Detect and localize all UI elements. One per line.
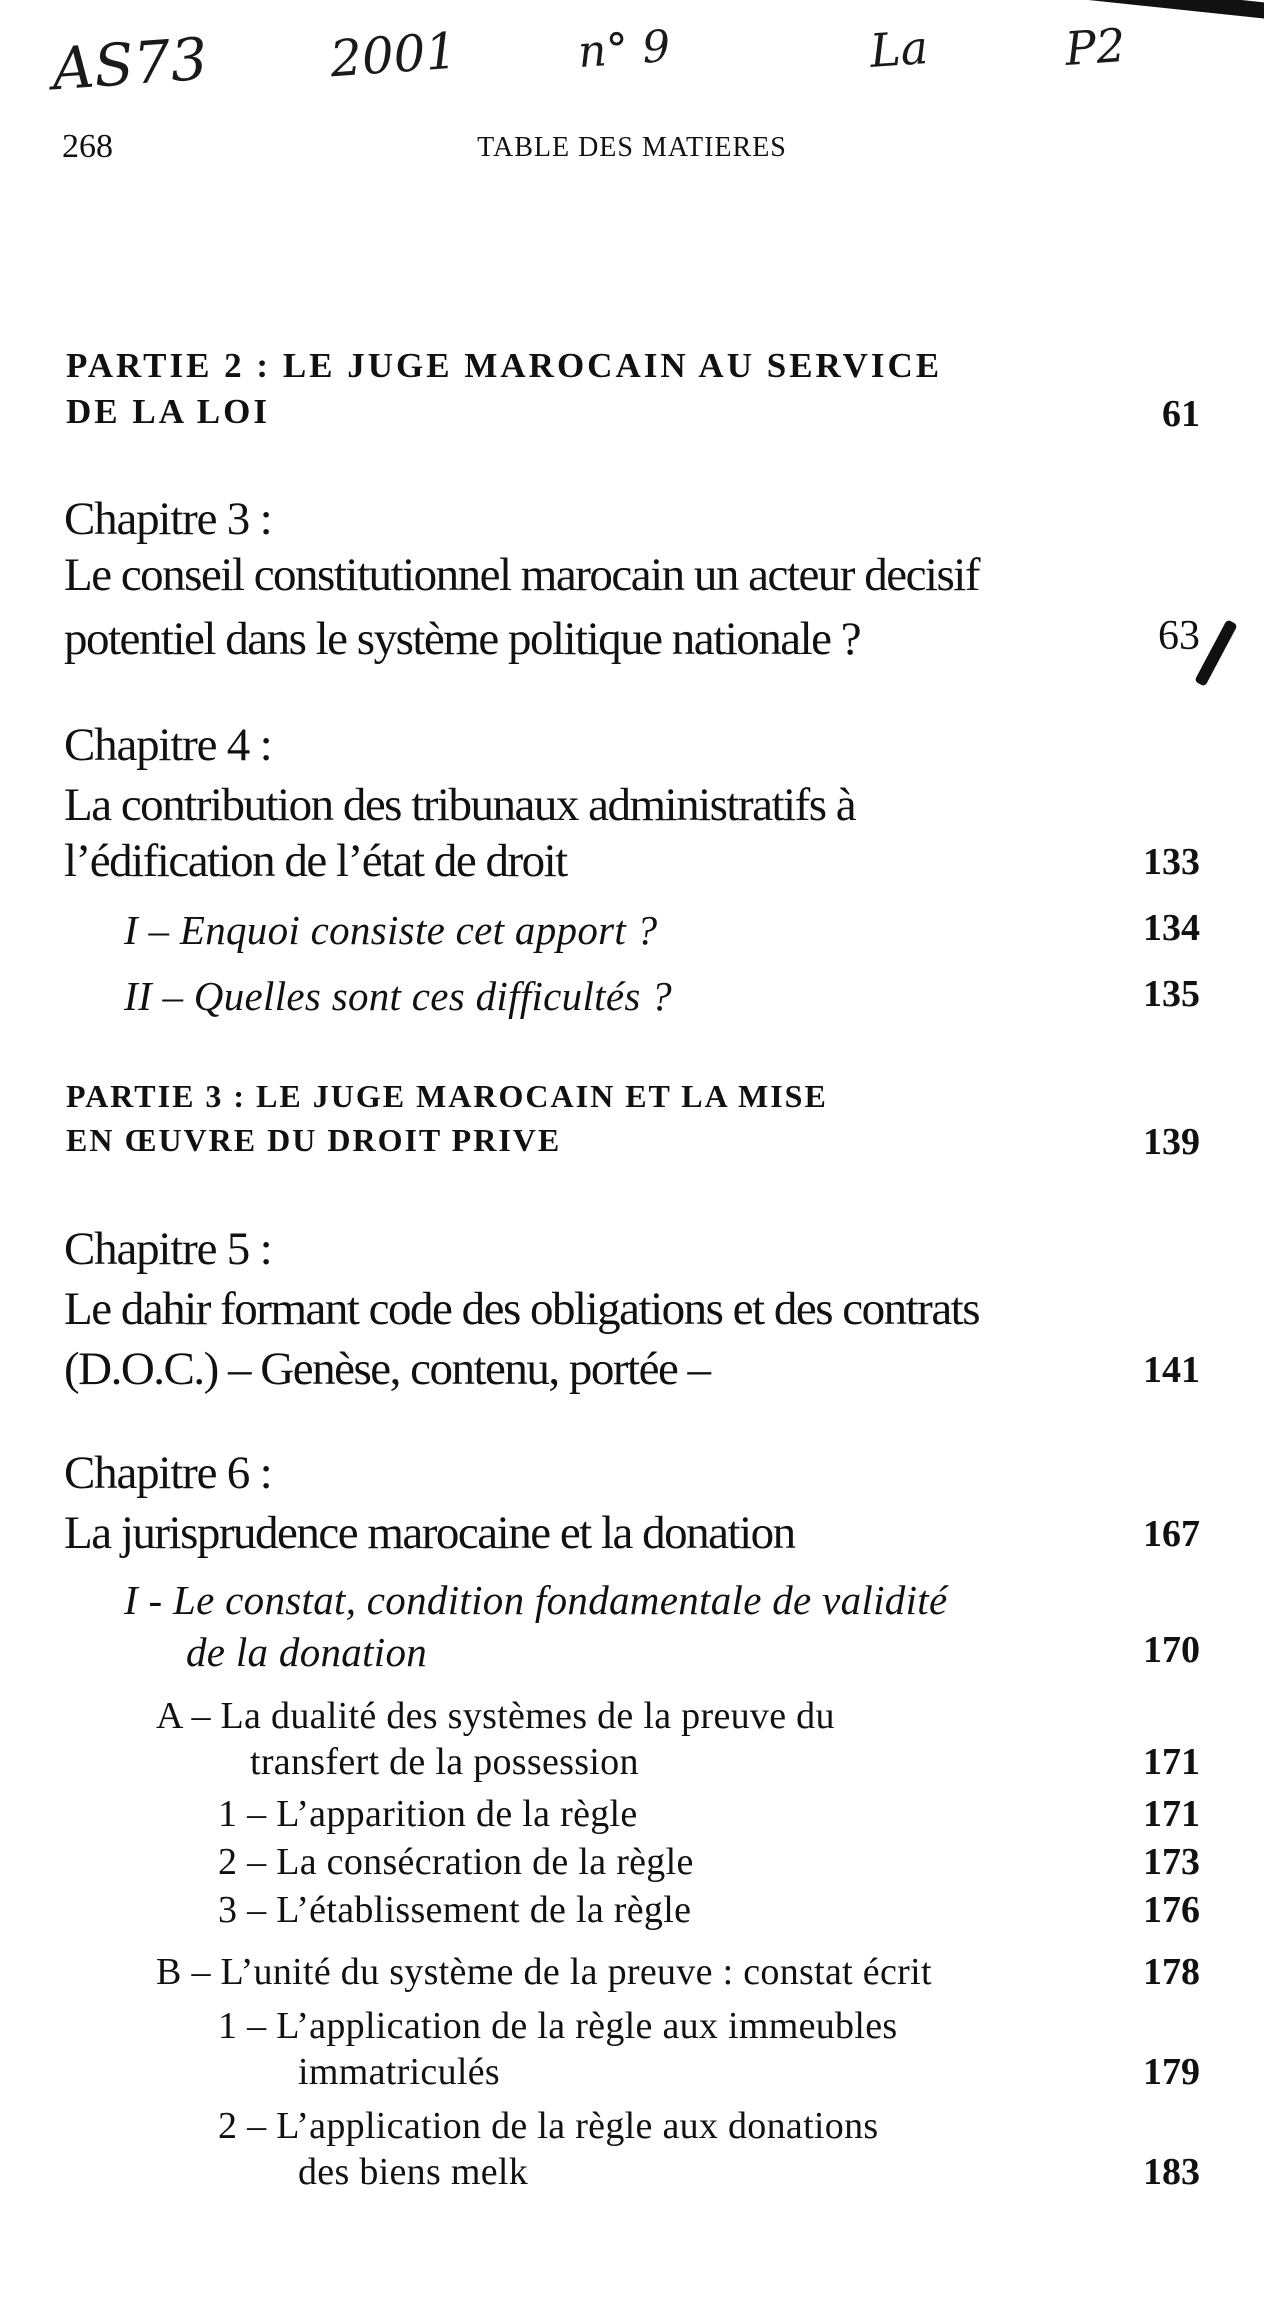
item-title: 2 – La consécration de la règle (218, 1841, 694, 1883)
page-ref: 171 (1143, 1741, 1200, 1783)
subsection-title: B – L’unité du système de la preuve : constat écrit (156, 1951, 932, 1993)
part-title: PARTIE 3 : LE JUGE MAROCAIN ET LA MISE (66, 1078, 828, 1114)
chapter-title: potentiel dans le système politique nationale ? (64, 613, 861, 665)
page-ref: 63 (1158, 613, 1200, 659)
part-title: EN ŒUVRE DU DROIT PRIVE (66, 1122, 562, 1158)
chapter-label: Chapitre 3 : (64, 493, 272, 545)
chapter-title: La contribution des tribunaux administratifs à (64, 779, 856, 831)
item-title: immatriculés (298, 2051, 500, 2093)
handwritten-note: La (868, 20, 930, 78)
page-ref: 135 (1143, 973, 1200, 1015)
item-title: 2 – L’application de la règle aux donations (218, 2105, 879, 2147)
page-ref: 61 (1162, 393, 1200, 435)
item-title: 3 – L’établissement de la règle (218, 1889, 692, 1931)
page-ref: 171 (1143, 1793, 1200, 1835)
chapter-title: Le dahir formant code des obligations et des contrats (64, 1283, 980, 1335)
part-title: DE LA LOI (66, 392, 270, 431)
subsection-title: A – La dualité des systèmes de la preuve du (156, 1695, 835, 1737)
chapter-title: l’édification de l’état de droit (64, 835, 567, 887)
handwritten-issue: n° 9 (576, 20, 672, 79)
handwritten-note: AS73 (49, 24, 210, 104)
page-ref: 183 (1143, 2151, 1200, 2193)
chapter-label: Chapitre 6 : (64, 1447, 272, 1499)
page-ref: 178 (1143, 1951, 1200, 1993)
item-title: des biens melk (298, 2151, 529, 2193)
item-title: 1 – L’application de la règle aux immeubles (218, 2005, 898, 2047)
page-ref: 167 (1143, 1513, 1200, 1555)
chapter-label: Chapitre 4 : (64, 719, 272, 771)
section-title: II – Quelles sont ces difficultés ? (124, 973, 672, 1019)
section-title: I - Le constat, condition fondamentale de validité (124, 1577, 948, 1623)
chapter-title: Le conseil constitutionnel marocain un acteur decisif (64, 549, 979, 601)
part-title: PARTIE 2 : LE JUGE MAROCAIN AU SERVICE (66, 346, 943, 385)
subsection-title: transfert de la possession (250, 1741, 639, 1783)
scan-corner-mark (1074, 0, 1264, 21)
handwritten-check-mark (1194, 619, 1237, 686)
page-ref: 141 (1143, 1349, 1200, 1391)
page-ref: 134 (1143, 907, 1200, 949)
page-ref: 133 (1143, 841, 1200, 883)
chapter-label: Chapitre 5 : (64, 1223, 272, 1275)
running-title: TABLE DES MATIERES (477, 132, 787, 163)
handwritten-note: P2 (1063, 17, 1128, 77)
page-ref: 139 (1143, 1121, 1200, 1163)
section-title: I – Enquoi consiste cet apport ? (124, 907, 658, 953)
chapter-title: (D.O.C.) – Genèse, contenu, portée – (64, 1343, 710, 1395)
handwritten-year: 2001 (328, 21, 460, 89)
running-head (62, 128, 1202, 178)
chapter-title: La jurisprudence marocaine et la donation (64, 1507, 795, 1559)
section-title: de la donation (186, 1629, 428, 1675)
page-ref: 173 (1143, 1841, 1200, 1883)
page-ref: 176 (1143, 1889, 1200, 1931)
page-ref: 170 (1143, 1629, 1200, 1671)
page-number: 268 (62, 128, 113, 165)
page-ref: 179 (1143, 2051, 1200, 2093)
item-title: 1 – L’apparition de la règle (218, 1793, 638, 1835)
